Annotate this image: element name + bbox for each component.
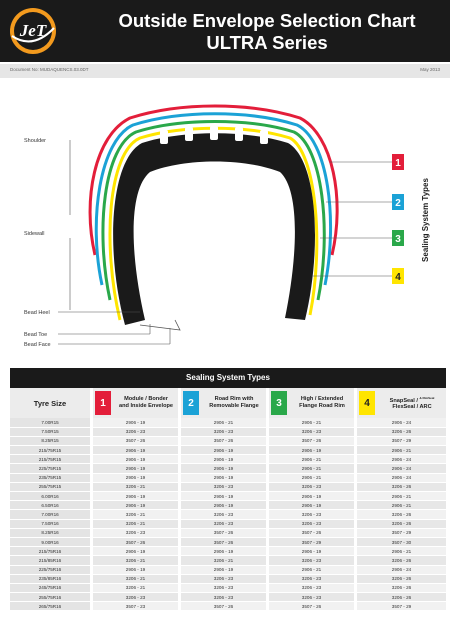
marker-3-label: 3	[395, 234, 401, 245]
envelope-code-cell: 3507 - 26	[269, 528, 354, 537]
label-bead-toe: Bead Toe	[24, 332, 48, 338]
sealing-system-types-label: Sealing System Types	[421, 178, 430, 262]
envelope-code-cell: 3206 - 26	[357, 482, 446, 491]
envelope-code-cell: 2906 - 21	[357, 492, 446, 501]
marker-2	[392, 194, 404, 210]
tyre-cross-section-diagram	[0, 80, 450, 360]
table-row	[10, 528, 446, 537]
tyre-size-cell: 7.00R16	[10, 510, 90, 519]
envelope-code-cell: 3206 - 26	[357, 519, 446, 528]
header-bar	[0, 0, 450, 62]
tyre-size-cell: 235/75R15	[10, 473, 90, 482]
col-road-rim	[181, 388, 266, 418]
col-2-line-2: Removable Flange	[209, 403, 259, 409]
table-row	[10, 510, 446, 519]
marker-1-label: 1	[395, 158, 401, 169]
logo-text: JeT	[19, 21, 47, 40]
table-row	[10, 492, 446, 501]
envelope-code-cell: 2906 - 19	[269, 492, 354, 501]
table-row	[10, 556, 446, 565]
table-row	[10, 501, 446, 510]
envelope-code-cell: 2906 - 19	[181, 455, 266, 464]
tyre-diagram-svg	[0, 80, 450, 360]
envelope-code-cell: 2906 - 24	[357, 418, 446, 427]
document-date: May 2013	[420, 67, 440, 72]
tyre-size-cell: 215/75R16	[10, 547, 90, 556]
envelope-code-cell: 3206 - 21	[181, 556, 266, 565]
tyre-size-cell: 215/75R15	[10, 455, 90, 464]
tyre-size-cell: 255/75R16	[10, 593, 90, 602]
col-4-line-1: SnapSeal /	[389, 397, 418, 404]
col-tyre-size: Tyre Size	[10, 388, 90, 418]
envelope-code-cell: 3206 - 23	[181, 510, 266, 519]
envelope-code-cell: 2906 - 21	[357, 547, 446, 556]
table-row	[10, 418, 446, 427]
envelope-code-cell: 3206 - 23	[269, 482, 354, 491]
envelope-code-cell: 2906 - 21	[269, 418, 354, 427]
col-4-number: 4	[359, 391, 375, 415]
table-row	[10, 464, 446, 473]
tyre-size-cell: 8.25R15	[10, 436, 90, 445]
tyre-size-cell: 6.00R16	[10, 492, 90, 501]
envelope-code-cell: 3206 - 23	[93, 528, 178, 537]
label-bead-heel: Bead Heel	[24, 310, 50, 316]
envelope-code-cell: 3206 - 23	[181, 574, 266, 583]
col-4-superscript: & RimSeal	[419, 395, 435, 400]
envelope-code-cell: 2906 - 24	[357, 455, 446, 464]
bead-marker	[140, 320, 180, 330]
envelope-code-cell: 2906 - 19	[181, 492, 266, 501]
envelope-code-cell: 2906 - 19	[269, 446, 354, 455]
envelope-code-cell: 2906 - 19	[269, 501, 354, 510]
envelope-code-cell: 3206 - 26	[357, 583, 446, 592]
envelope-code-cell: 3206 - 21	[93, 574, 178, 583]
tyre-size-cell: 255/75R15	[10, 482, 90, 491]
leader-lines	[58, 140, 392, 344]
table-row	[10, 519, 446, 528]
tyre-size-cell: 235/85R16	[10, 574, 90, 583]
jet-logo	[8, 6, 58, 56]
envelope-code-cell: 2906 - 24	[357, 473, 446, 482]
col-3-line-1: High / Extended	[300, 396, 344, 402]
envelope-code-cell: 3507 - 26	[181, 602, 266, 611]
envelope-code-cell: 2906 - 19	[181, 446, 266, 455]
marker-4-label: 4	[395, 272, 401, 283]
table-row	[10, 482, 446, 491]
table-row	[10, 455, 446, 464]
label-shoulder: Shoulder	[24, 138, 47, 144]
envelope-code-cell: 2906 - 19	[181, 565, 266, 574]
envelope-code-cell: 2906 - 21	[269, 473, 354, 482]
tyre-size-cell: 7.00R15	[10, 418, 90, 427]
col-1-number: 1	[95, 391, 111, 415]
tyre-size-cell: 6.50R16	[10, 501, 90, 510]
marker-4	[392, 268, 404, 284]
envelope-code-cell: 3206 - 23	[181, 427, 266, 436]
col-1-line-1: Module / Bonder	[124, 396, 168, 402]
table-header-row	[10, 388, 446, 418]
col-1-line-2: and Inside Envelope	[118, 403, 174, 409]
envelope-code-cell: 2906 - 19	[93, 492, 178, 501]
table-row	[10, 565, 446, 574]
envelope-code-cell: 3507 - 30	[357, 537, 446, 546]
envelope-code-cell: 3507 - 29	[357, 528, 446, 537]
envelope-code-cell: 2906 - 19	[181, 464, 266, 473]
marker-1	[392, 154, 404, 170]
envelope-code-cell: 3206 - 23	[181, 519, 266, 528]
sealing-table	[10, 368, 446, 611]
col-3-number: 3	[271, 391, 287, 415]
envelope-code-cell: 3206 - 23	[269, 510, 354, 519]
envelope-code-cell: 3507 - 29	[357, 436, 446, 445]
envelope-code-cell: 3206 - 26	[357, 510, 446, 519]
table-row	[10, 602, 446, 611]
tyre-size-cell: 225/75R15	[10, 464, 90, 473]
table-row	[10, 537, 446, 546]
tyre-size-cell: 7.50R15	[10, 427, 90, 436]
table-row	[10, 427, 446, 436]
envelope-code-cell: 3206 - 23	[93, 593, 178, 602]
envelope-code-cell: 2906 - 19	[93, 473, 178, 482]
tyre-size-cell: 7.50R16	[10, 519, 90, 528]
envelope-code-cell: 3206 - 23	[181, 482, 266, 491]
tyre-size-cell: 215/85R16	[10, 556, 90, 565]
marker-2-label: 2	[395, 198, 401, 209]
label-bead-face: Bead Face	[24, 342, 51, 348]
envelope-code-cell: 3206 - 23	[269, 556, 354, 565]
envelope-code-cell: 2906 - 19	[93, 455, 178, 464]
table-row	[10, 547, 446, 556]
selection-table	[10, 388, 446, 611]
envelope-code-cell: 2906 - 19	[93, 501, 178, 510]
envelope-code-cell: 3507 - 29	[269, 537, 354, 546]
envelope-code-cell: 3206 - 26	[357, 574, 446, 583]
envelope-code-cell: 2906 - 21	[181, 418, 266, 427]
envelope-code-cell: 3507 - 26	[181, 436, 266, 445]
table-row	[10, 593, 446, 602]
label-sidewall: Sidewall	[24, 231, 45, 237]
tyre-size-cell: 265/75R16	[10, 602, 90, 611]
col-high-extended	[269, 388, 354, 418]
envelope-code-cell: 3206 - 21	[93, 556, 178, 565]
envelope-code-cell: 2906 - 19	[93, 464, 178, 473]
page-title	[92, 10, 442, 54]
envelope-code-cell: 2906 - 21	[269, 455, 354, 464]
envelope-code-cell: 3507 - 23	[93, 602, 178, 611]
envelope-code-cell: 2906 - 21	[269, 464, 354, 473]
envelope-code-cell: 2906 - 24	[357, 464, 446, 473]
envelope-code-cell: 3507 - 26	[269, 602, 354, 611]
envelope-code-cell: 2906 - 21	[357, 501, 446, 510]
document-number: Document No: MUDAQUENCS.03.0DT	[10, 67, 89, 72]
envelope-code-cell: 3206 - 26	[357, 427, 446, 436]
title-line-2: ULTRA Series	[206, 32, 328, 53]
col-module-bonder	[93, 388, 178, 418]
tyre-size-cell: 245/75R16	[10, 583, 90, 592]
envelope-code-cell: 3507 - 26	[93, 537, 178, 546]
title-line-1: Outside Envelope Selection Chart	[118, 10, 416, 31]
envelope-code-cell: 3206 - 21	[93, 519, 178, 528]
table-row	[10, 446, 446, 455]
table-row	[10, 473, 446, 482]
envelope-code-cell: 2906 - 19	[93, 418, 178, 427]
table-row	[10, 436, 446, 445]
envelope-code-cell: 3507 - 26	[93, 436, 178, 445]
envelope-code-cell: 3206 - 23	[181, 583, 266, 592]
envelope-code-cell: 3206 - 21	[93, 482, 178, 491]
table-row	[10, 583, 446, 592]
col-3-line-2: Flange Road Rim	[299, 403, 345, 409]
envelope-code-cell: 2906 - 24	[357, 565, 446, 574]
envelope-code-cell: 2906 - 21	[357, 446, 446, 455]
envelope-code-cell: 3206 - 23	[93, 427, 178, 436]
envelope-code-cell: 3206 - 23	[269, 519, 354, 528]
envelope-code-cell: 3206 - 23	[269, 574, 354, 583]
envelope-code-cell: 2906 - 21	[269, 565, 354, 574]
envelope-code-cell: 3206 - 23	[181, 593, 266, 602]
col-snapseal	[357, 388, 446, 418]
envelope-code-cell: 3507 - 29	[357, 602, 446, 611]
envelope-code-cell: 3206 - 26	[357, 593, 446, 602]
envelope-code-cell: 3206 - 23	[269, 593, 354, 602]
envelope-code-cell: 2906 - 19	[93, 446, 178, 455]
envelope-code-cell: 3206 - 23	[269, 427, 354, 436]
envelope-code-cell: 2906 - 19	[269, 547, 354, 556]
marker-3	[392, 230, 404, 246]
envelope-code-cell: 3507 - 26	[181, 537, 266, 546]
tyre-size-cell: 8.25R16	[10, 528, 90, 537]
envelope-code-cell: 2906 - 19	[93, 565, 178, 574]
tyre-size-cell: 9.00R16	[10, 537, 90, 546]
tyre-body	[113, 133, 315, 325]
envelope-code-cell: 2906 - 19	[181, 473, 266, 482]
envelope-code-cell: 2906 - 19	[93, 547, 178, 556]
table-title: Sealing System Types	[10, 368, 446, 388]
tyre-size-cell: 215/75R15	[10, 446, 90, 455]
envelope-code-cell: 3507 - 26	[181, 528, 266, 537]
envelope-code-cell: 3206 - 21	[93, 583, 178, 592]
envelope-code-cell: 2906 - 19	[181, 547, 266, 556]
table-row	[10, 574, 446, 583]
envelope-code-cell: 3206 - 21	[93, 510, 178, 519]
col-2-number: 2	[183, 391, 199, 415]
col-2-line-1: Road Rim with	[214, 396, 254, 402]
col-4-line-2: FlexSeal / ARC	[392, 404, 432, 411]
tyre-size-cell: 225/75R16	[10, 565, 90, 574]
envelope-code-cell: 3206 - 26	[357, 556, 446, 565]
document-info-bar	[0, 64, 450, 78]
envelope-code-cell: 3507 - 26	[269, 436, 354, 445]
envelope-code-cell: 2906 - 19	[181, 501, 266, 510]
envelope-code-cell: 3206 - 23	[269, 583, 354, 592]
